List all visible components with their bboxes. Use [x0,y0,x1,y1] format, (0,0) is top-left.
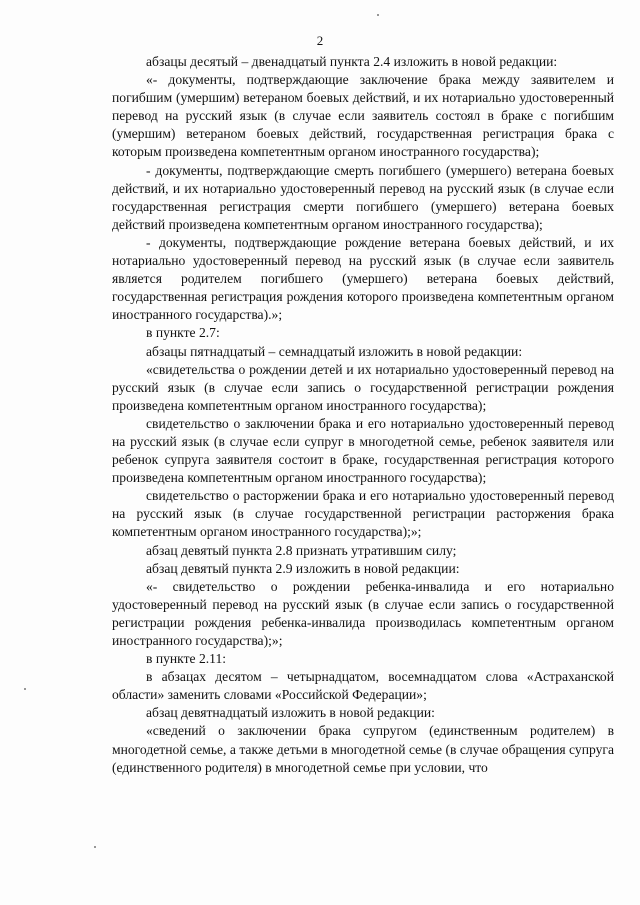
paragraph: абзац девятый пункта 2.8 признать утратившим силу; [146,542,457,558]
paragraph: в абзацах десятом – четырнадцатом, восемнадцатом слова «Астраханской области» заменить словами «Российской Федерации»; [112,669,614,703]
paragraph: «сведений о заключении брака супругом (единственным родителем) в многодетной семье, а также детьми в многодетной семье (в случае обращения супруга (единственного родителя) в многодетной семье при условии, что [112,723,614,775]
paragraph: свидетельство о расторжении брака и его нотариально удостоверенный перевод на русский язык (в случае государственной регистрации расторжения брака компетентным органом иностранного государства);»; [112,488,614,540]
paragraph: абзац девятый пункта 2.9 изложить в новой редакции: [146,560,460,576]
paragraph: - документы, подтверждающие смерть погибшего (умершего) ветерана боевых действий, и их нотариально удостоверенный перевод на русский язык (в случае если государственная регистрация смерти погибшего (умершего) ветерана боевых действий произведена компетентным органом иностранного государства); [112,162,614,232]
paragraph: свидетельство о заключении брака и его нотариально удостоверенный перевод на русский язык (в случае если супруг в многодетной семье, ребенок заявителя или ребенок супруга заявителя состоит в браке, государственная регистрация которого произведена компетентным органом иностранного государства); [112,415,614,486]
paragraph: в пункте 2.11: [146,651,227,667]
paragraph: «свидетельства о рождении детей и их нотариально удостоверенный перевод на русский язык (в случае если запись о государственной регистрации рождения произведена компетентным органом иностранного государства); [112,361,614,413]
paragraph: абзацы десятый – двенадцатый пункта 2.4 изложить в новой редакции: [146,54,558,69]
paragraph: в пункте 2.7: [146,325,220,341]
scan-speck [94,846,96,848]
document-body [112,53,614,777]
paragraph: «- документы, подтверждающие заключение брака между заявителем и погибшим (умершим) ветераном боевых действий, и их нотариально удостоверенный перевод на русский язык (в случае если заявитель состоял в браке с погибшим (умершим) ветераном боевых действий, государственная регистрация брака с которым произведена компетентным органом иностранного государства); [112,72,614,160]
paragraph: - документы, подтверждающие рождение ветерана боевых действий, и их нотариально удостоверенный перевод на русский язык (в случае если заявитель является родителем погибшего (умершего) ветерана боевых действий, государственная регистрация рождения которого произведена компетентным органом иностранного государства).»; [112,234,614,323]
paragraph: абзац девятнадцатый изложить в новой редакции: [146,705,435,721]
scan-speck [24,688,26,690]
paragraph: абзацы пятнадцатый – семнадцатый изложить в новой редакции: [146,343,523,359]
paragraph: «- свидетельство о рождении ребенка-инвалида и его нотариально удостоверенный перевод на русский язык (в случае если запись о государственной регистрации рождения ребенка-инвалида производилась компетентным органом иностранного государства);»; [112,578,614,648]
page-number: 2 [316,33,324,48]
scan-speck [377,14,379,16]
